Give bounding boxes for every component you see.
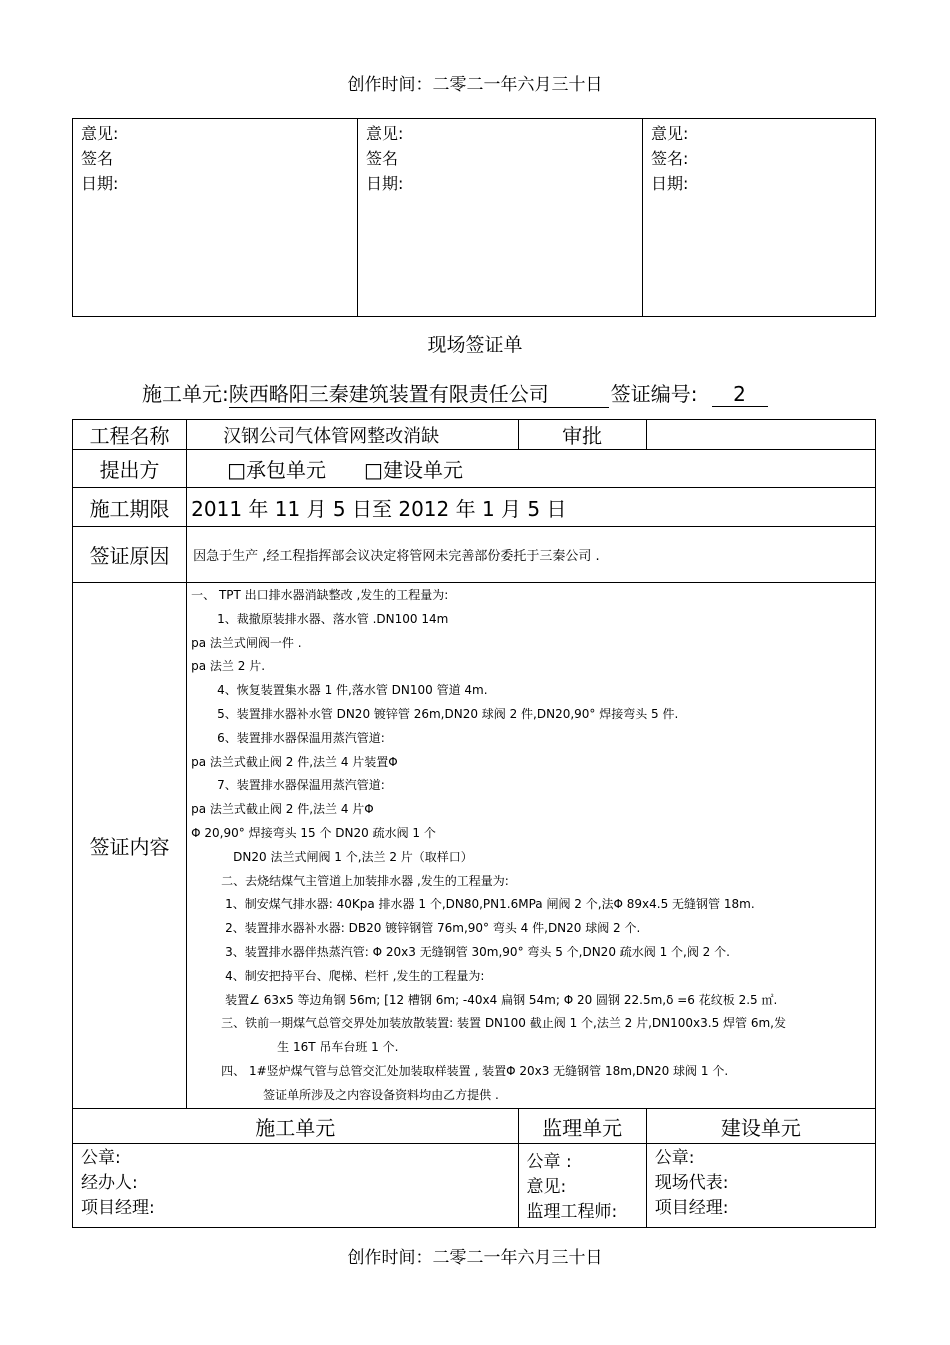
contractor-checkbox[interactable]: □承包单元: [227, 458, 327, 482]
date-label: 日期:: [81, 174, 119, 193]
visa-main-table: [72, 419, 876, 1228]
construction-unit-line: [142, 378, 768, 408]
content-line: pa 法兰式闸阀一件 .: [191, 635, 302, 650]
content-line: 1、制安煤气排水器: 40Kpa 排水器 1 个,DN80,PN1.6MPa 闸阀 2 个,法Φ 89x4.5 无缝钢管 18m.: [225, 897, 755, 912]
seal-label: 公章:: [81, 1148, 121, 1168]
seal-label: 公章:: [654, 1148, 695, 1168]
supervision-unit-heading: 监理单元: [518, 1109, 646, 1144]
opinion-cell-2: [358, 119, 643, 317]
content-line: 四、 1#竖炉煤气管与总管交汇处加装取样装置 , 装置Φ 20x3 无缝钢管 18m,DN20 球阀 1 个.: [221, 1063, 729, 1078]
content-line: 4、恢复装置集水器 1 件,落水管 DN100 管道 4m.: [217, 683, 488, 698]
project-name-value: 汉钢公司气体管网整改消缺: [187, 420, 518, 450]
sign-label: 签名:: [651, 149, 689, 168]
project-manager-label: 项目经理:: [81, 1198, 155, 1218]
content-line: 5、装置排水器补水管 DN20 镀锌管 26m,DN20 球阀 2 件,DN20,90° 焊接弯头 5 件.: [217, 706, 679, 721]
opinion-label: 意见:: [526, 1177, 567, 1197]
seal-label: 公章 :: [526, 1152, 572, 1172]
content-line: 三、铁前一期煤气总管交界处加装放散装置: 装置 DN100 截止阀 1 个,法兰 2 片,DN100x3.5 焊管 6m,发: [221, 1016, 786, 1031]
proposer-options: [187, 450, 876, 488]
supervision-unit-sign: [518, 1144, 646, 1228]
sign-label: 签名: [81, 149, 114, 168]
opinion-cell-3: [643, 119, 876, 317]
content-line: pa 法兰式截止阀 2 件,法兰 4 片装置Φ: [191, 754, 398, 769]
project-name-label: 工程名称: [73, 420, 187, 450]
header-creation-time: 创作时间：二零二一年六月三十日: [347, 75, 603, 95]
reason-value: 因急于生产 ,经工程指挥部会议决定将管网未完善部份委托于三秦公司 .: [187, 527, 876, 583]
content-line: 签证单所涉及之内容设备资料均由乙方提供 .: [263, 1087, 499, 1102]
opinion-label: 意见:: [366, 124, 404, 143]
construction-unit-sign: [73, 1144, 519, 1228]
visa-number-label: 签证编号:: [610, 382, 698, 406]
opinion-label: 意见:: [81, 124, 119, 143]
reason-label: 签证原因: [73, 527, 187, 583]
content-line: 4、制安把持平台、爬梯、栏杆 ,发生的工程量为:: [225, 968, 485, 983]
content-line: DN20 法兰式闸阀 1 个,法兰 2 片（取样口）: [233, 849, 473, 864]
content-line: 7、装置排水器保温用蒸汽管道:: [217, 778, 385, 793]
content-line: 装置∠ 63x5 等边角钢 56m; [12 槽钢 6m; -40x4 扁钢 54m; Φ 20 圆钢 22.5m,δ =6 花纹板 2.5 ㎡.: [225, 992, 778, 1007]
content-line: 2、装置排水器补水器: DB20 镀锌钢管 76m,90° 弯头 4 件,DN20 球阀 2 个.: [225, 921, 641, 936]
supervisor-label: 监理工程师:: [526, 1202, 618, 1222]
builder-unit-sign: [646, 1144, 875, 1228]
visa-number-value: 2: [712, 382, 768, 407]
content-body: [187, 583, 876, 1109]
construction-unit-label: 施工单元:: [142, 382, 229, 406]
period-value: 2011 年 11 月 5 日至 2012 年 1 月 5 日: [187, 488, 876, 527]
handler-label: 经办人:: [81, 1173, 138, 1193]
approval-value: [646, 420, 875, 450]
proposer-label: 提出方: [73, 450, 187, 488]
content-line: 一、 TPT 出口排水器消缺整改 ,发生的工程量为:: [191, 588, 449, 602]
content-line: pa 法兰 2 片.: [191, 659, 266, 674]
opinion-table: [72, 118, 876, 317]
period-label: 施工期限: [73, 488, 187, 527]
content-line: pa 法兰式截止阀 2 件,法兰 4 片Φ: [191, 802, 374, 817]
content-line: 6、装置排水器保温用蒸汽管道:: [217, 730, 385, 745]
form-title: 现场签证单: [427, 334, 523, 356]
opinion-cell-1: [73, 119, 358, 317]
content-label: 签证内容: [73, 583, 187, 1109]
construction-unit-heading: 施工单元: [73, 1109, 519, 1144]
content-line: Φ 20,90° 焊接弯头 15 个 DN20 疏水阀 1 个: [191, 825, 436, 840]
construction-unit-value: 陕西略阳三秦建筑装置有限责任公司: [229, 378, 609, 408]
site-representative-label: 现场代表:: [654, 1173, 729, 1193]
builder-checkbox[interactable]: □建设单元: [364, 458, 463, 482]
date-label: 日期:: [651, 174, 689, 193]
builder-unit-heading: 建设单元: [646, 1109, 875, 1144]
approval-label: 审批: [518, 420, 646, 450]
content-line: 生 16T 吊车台班 1 个.: [277, 1040, 399, 1055]
opinion-label: 意见:: [651, 124, 689, 143]
content-line: 二、去烧结煤气主管道上加装排水器 ,发生的工程量为:: [221, 873, 509, 888]
date-label: 日期:: [366, 174, 404, 193]
footer-creation-time: 创作时间：二零二一年六月三十日: [347, 1248, 603, 1268]
project-manager-label: 项目经理:: [654, 1198, 729, 1218]
sign-label: 签名: [366, 149, 399, 168]
content-line: 1、裁撤原装排水器、落水管 .DN100 14m: [217, 611, 449, 626]
content-line: 3、装置排水器伴热蒸汽管: Φ 20x3 无缝钢管 30m,90° 弯头 5 个,DN20 疏水阀 1 个,阀 2 个.: [225, 944, 730, 959]
